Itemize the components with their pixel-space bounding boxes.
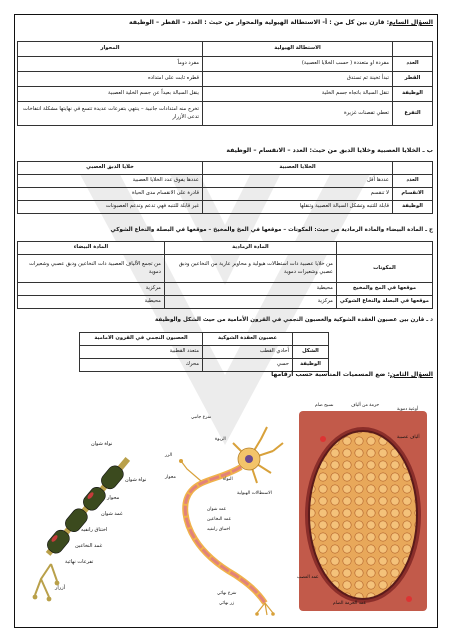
fig-label: غمد النخاعين — [207, 517, 231, 522]
table-row — [18, 255, 433, 283]
row-label: الوظيفة — [293, 359, 329, 372]
table-corner — [336, 242, 432, 255]
table-cell: تعطي تفصنات غزيرة — [203, 102, 393, 126]
row-label: موقعها في البصلة والنخاع الشوكي — [336, 296, 432, 309]
fig-label: غمد العصب — [297, 575, 319, 580]
fig-label: حزمة من ألياف — [351, 403, 380, 408]
table-row — [18, 296, 433, 309]
question-d-heading: د ـ قارن بين عصبون العقدة الشوكية والعصبون النجمي في القرون الأمامية من حيث الشكل والوظيفة — [155, 317, 433, 323]
row-label: القطر — [393, 72, 433, 87]
row-label: العدد — [393, 175, 433, 188]
fig-label: تفرعات نهائية — [65, 559, 94, 565]
question-8-heading — [271, 371, 433, 378]
question-b-heading: ب ـ الخلايا العصبية وخلايا الدبق من حيث: العدد – الانقسام – الوظيفة — [226, 147, 433, 154]
row-label: التفرع — [393, 102, 433, 126]
fig-label: غمد شوان — [207, 507, 226, 512]
table-cell: من خلايا عصبية ذات استطالات هيولية و محاوير عارية من النخاعين ودبق عصبي وشعيرات دموية — [164, 255, 336, 283]
col-header: عصبون العقدة الشوكية — [203, 333, 293, 346]
table-cell: محيطية — [164, 283, 336, 296]
table-cell: غير قابلة للتنبه فهي تدعم وتدعم العصبونات — [18, 201, 203, 214]
row-label: العدد — [393, 57, 433, 72]
fig-label: الربوة — [215, 437, 226, 442]
col-header: المادة البيضاء — [18, 242, 165, 255]
table-row — [18, 72, 433, 87]
table-cell: مركزية — [164, 296, 336, 309]
fig-label: النواة — [223, 477, 233, 482]
table-cell: مفرد دوماً — [18, 57, 203, 72]
table-cell: عددها أقل — [203, 175, 393, 188]
figure-neuron — [161, 399, 291, 621]
table-row — [80, 359, 329, 372]
fig-label: غمد الحزمة الضام — [333, 601, 366, 606]
table-corner — [393, 42, 433, 57]
table-cell: لا تنقسم — [203, 188, 393, 201]
col-header: خلايا الدبق العصبي — [18, 162, 203, 175]
table-cell: محيطية — [18, 296, 165, 309]
table-cell: حسي — [203, 359, 293, 372]
table-cell: قادرة على الانقسام مدى الحياة — [18, 188, 203, 201]
question-8-title: السؤال الثامن — [390, 371, 433, 378]
question-7-title: السؤال السابع — [389, 19, 433, 26]
table-cell: من تجمع الألياف العصبية ذات النخاعين ودبق عصبي وشعيرات دموية — [18, 255, 165, 283]
fig-label: الزر — [165, 453, 173, 458]
table-cell: مفردة او متعددة ( حسب الخلايا العصبية) — [203, 57, 393, 72]
row-label: الوظيفة — [393, 201, 433, 214]
table-row — [18, 57, 433, 72]
fig-label: زر نهائي — [219, 601, 235, 606]
axon-illustration — [21, 399, 161, 621]
fig-label: أوعية دموية — [397, 407, 419, 412]
fig-label: غمد النخاعين — [75, 543, 103, 549]
fig-label: ألياف عصبية — [397, 435, 420, 440]
col-header: الاستطالة الهيولية — [203, 42, 393, 57]
fig-label: محوار — [107, 495, 120, 501]
col-header: المادة الرمادية — [164, 242, 336, 255]
table-row — [18, 188, 433, 201]
table-cell: محرك — [80, 359, 203, 372]
fig-label: محوار — [165, 475, 176, 480]
row-label: الشكل — [293, 346, 329, 359]
question-8-text: : ضع المسميات المناسبة حسب أرقامها — [271, 371, 391, 378]
table-cell: عددها يفوق عدد الخلايا العصبية — [18, 175, 203, 188]
table-cell: تخرج منه امتدادات جانبية – ينتهي بتفرعات عديدة تتسع في نهايتها مشكلة انتفاخات تدعى الأزرار — [18, 102, 203, 126]
nerve-illustration — [293, 399, 433, 621]
col-header: المحوار — [18, 42, 203, 57]
fig-label: نواة شوان — [125, 477, 147, 483]
row-label: الانقسام — [393, 188, 433, 201]
table-row — [18, 201, 433, 214]
table-cell: متعدد القطبية — [80, 346, 203, 359]
col-header: العصبون النجمي في القرون الامامية — [80, 333, 203, 346]
figures-row — [21, 399, 433, 621]
table-cell: ينقل السيالة بعيداً عن جسم الخلية العصبية — [18, 87, 203, 102]
neuron-illustration — [161, 399, 291, 621]
fig-label: نسيج ضام — [315, 403, 334, 408]
row-label: موقعها في المخ والمخيخ — [336, 283, 432, 296]
table-cell: تبدأ ثخينة ثم تستدق — [203, 72, 393, 87]
row-label: الوظيفة — [393, 87, 433, 102]
fig-label: نواة شوان — [91, 441, 113, 447]
table-dendrite-axon — [17, 41, 433, 126]
question-7-heading — [129, 19, 433, 26]
figure-nerve-cross-section — [293, 399, 433, 621]
col-header: الخلايا العصبية — [203, 162, 393, 175]
table-cell: تنقل السيالة باتجاه جسم الخلية — [203, 87, 393, 102]
table-row — [18, 102, 433, 126]
table-cell: مركزية — [18, 283, 165, 296]
worksheet-page — [14, 14, 438, 628]
table-cell: أحادي القطب — [203, 346, 293, 359]
fig-label: اختناق رانفيه — [81, 527, 108, 533]
fig-label: غمد شوان — [101, 511, 123, 517]
table-row — [18, 283, 433, 296]
fig-label: تفرع نهائي — [217, 591, 237, 596]
table-corner — [293, 333, 329, 346]
table-corner — [393, 162, 433, 175]
table-row — [18, 87, 433, 102]
table-neurons-glia — [17, 161, 433, 214]
question-7-text: : قارن بين كل من : أ- الاستطالة الهيولية والمحوار من حيث : العدد – القطر – الوظيفة — [128, 19, 390, 26]
table-row — [18, 175, 433, 188]
fig-label: أزرار — [55, 585, 66, 591]
table-cell: قطره ثابت على امتداده — [18, 72, 203, 87]
figure-myelinated-axon — [21, 399, 161, 621]
table-row — [80, 346, 329, 359]
fig-label: تفرع جانبي — [191, 415, 212, 420]
fig-label: الاستطالات الهيولية — [237, 491, 272, 496]
table-cell: قابلة للتنبه وتشكل السيالة العصبية وتنقلها — [203, 201, 393, 214]
table-white-gray-matter — [17, 241, 433, 309]
question-c-heading: ج ـ المادة البيضاء والمادة الرمادية من حيث: المكونات – موقعها في المخ والمخيخ – موقعها في البصلة والنخاع الشوكي — [110, 227, 433, 233]
fig-label: اختناق رانفيه — [207, 527, 231, 532]
table-ganglion-stellate — [79, 332, 329, 372]
row-label: المكونات — [336, 255, 432, 283]
